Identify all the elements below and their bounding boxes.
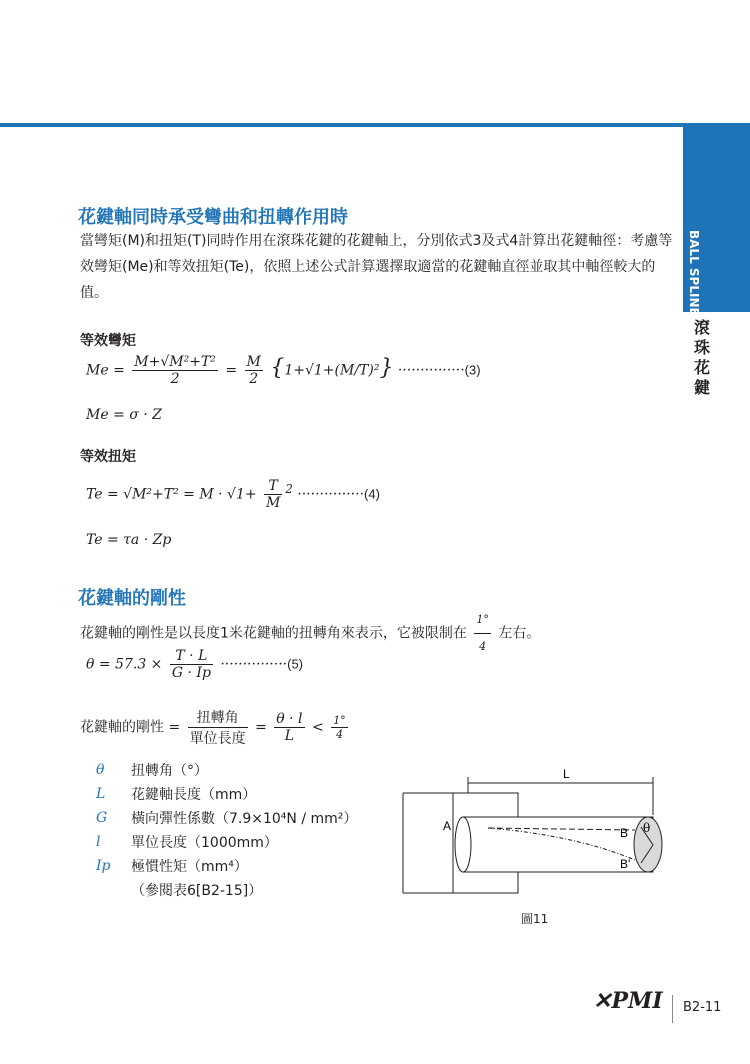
section-title-bending-torsion: 花鍵軸同時承受彎曲和扭轉作用時 xyxy=(78,207,348,228)
eq3-number: (3) xyxy=(464,362,481,378)
eq5-frac xyxy=(170,648,213,681)
rigidity-frac1 xyxy=(188,707,248,748)
logo-text: PMI xyxy=(611,988,663,1014)
equivalent-bending-heading: 等效彎矩 xyxy=(80,333,136,349)
wall-lines xyxy=(403,793,453,893)
legend-symbol: Ip xyxy=(96,858,111,874)
legend-text: 單位長度（1000mm） xyxy=(131,835,278,851)
section-title-rigidity: 花鍵軸的剛性 xyxy=(78,588,186,609)
spline-shaft-diagram xyxy=(395,765,675,910)
side-tab-english: BALL SPLINE xyxy=(687,230,701,316)
eq3-frac1-den: 2 xyxy=(170,371,180,387)
legend-symbol: G xyxy=(96,810,108,826)
side-tab-chinese-text: 滾 珠 花 鍵 xyxy=(693,318,710,397)
legend-text: 扭轉角（°） xyxy=(131,763,208,779)
eq3-frac1 xyxy=(132,354,218,387)
side-tab-chinese xyxy=(692,318,712,398)
equation-te-tau: Te = τa · Zp xyxy=(86,532,172,548)
rigidity-frac2 xyxy=(274,711,304,744)
eq4-frac xyxy=(264,478,282,511)
equation-5 xyxy=(86,648,303,681)
section1-paragraph: 當彎矩(M)和扭矩(T)同時作用在滾珠花鍵的花鍵軸上，分別依式3及式4計算出花鍵軸徑：考慮等效彎矩(Me)和等效扭矩(Te)，依照上述公式計算選擇取適當的花鍵軸直徑並取其中軸徑較大的值。 xyxy=(80,233,673,301)
legend-symbol: l xyxy=(96,834,101,850)
eq5-frac-num: T · L xyxy=(170,648,213,665)
eq5-lhs: θ = 57.3 × xyxy=(86,656,163,673)
eq3-inner: 1+√1+(M/T)² xyxy=(284,362,380,379)
eq3-dots: ··············· xyxy=(397,362,465,379)
pmi-logo xyxy=(593,988,663,1014)
legend-text: 極慣性矩（mm⁴） xyxy=(131,859,248,875)
page-number: B2-11 xyxy=(683,1000,722,1015)
rigidity-frac2-num: θ · l xyxy=(276,711,303,727)
legend-row xyxy=(96,878,357,902)
shaft-left-end xyxy=(455,817,471,872)
legend-row xyxy=(96,782,357,806)
eq4-lhs: Te = √M²+T² = M · √1+ xyxy=(86,486,257,503)
equation-3: Me = $\frac{\text{M+√M²+T²}}{2}$ = $\frac{M}{2}$ {1+√1+(M/T)²} ···············(3) xyxy=(86,354,481,387)
label-B-prime: B' xyxy=(620,857,631,871)
eq3-lhs: Me xyxy=(86,362,109,379)
section2-text-post: 左右。 xyxy=(498,625,541,642)
logo-mark: ✕ xyxy=(593,988,612,1014)
rigidity-frac1-num: 扭轉角 xyxy=(188,707,248,728)
legend-text: 花鍵軸長度（mm） xyxy=(131,787,257,803)
rigidity-frac2-den: L xyxy=(284,728,295,744)
legend-symbol: θ xyxy=(96,762,105,778)
section2-text-pre: 花鍵軸的剛性是以長度1米花鍵軸的扭轉角來表示，它被限制在 xyxy=(80,625,467,642)
rigidity-frac3 xyxy=(331,714,348,741)
legend-text: （參閱表6[B2-15]） xyxy=(131,883,263,899)
eq5-number: (5) xyxy=(287,656,304,672)
footer-divider xyxy=(672,995,673,1023)
top-accent-bar xyxy=(0,123,750,127)
equation-4: Te = √M²+T² = M · √1+ $\frac{T}{M}$ $^2$ ···············(4) xyxy=(86,478,380,511)
label-A: A xyxy=(443,819,452,833)
eq3-frac2-den: 2 xyxy=(249,371,259,387)
eq4-frac-den: M xyxy=(266,495,281,511)
rigidity-frac3-num: 1° xyxy=(333,714,346,727)
equation-me-sigma: Me = σ · Z xyxy=(86,407,162,423)
eq4-frac-num: T xyxy=(264,478,282,495)
figure-caption: 圖11 xyxy=(521,912,549,926)
eq3-frac1-num: M+√M²+T² xyxy=(134,354,216,370)
rigidity-label: 花鍵軸的剛性 xyxy=(80,719,164,736)
rigidity-frac1-den: 單位長度 xyxy=(189,731,246,747)
legend-symbol: L xyxy=(96,786,106,802)
label-L: L xyxy=(563,767,570,781)
limit-fraction xyxy=(474,607,491,660)
eq5-dots: ··············· xyxy=(220,656,288,673)
legend-row xyxy=(96,758,357,782)
legend-row xyxy=(96,806,357,830)
legend-text: 橫向彈性係數（7.9×10⁴N / mm²） xyxy=(131,811,358,827)
eq4-number: (4) xyxy=(364,486,380,502)
limit-fraction-den: 4 xyxy=(479,640,487,653)
eq4-dots: ··············· xyxy=(297,486,365,503)
label-B: B xyxy=(620,826,629,840)
symbol-legend xyxy=(96,758,357,902)
legend-row xyxy=(96,854,357,878)
eq5-frac-den: G · Ip xyxy=(171,665,211,681)
label-theta: θ xyxy=(643,821,651,835)
equivalent-torque-heading: 等效扭矩 xyxy=(80,449,136,465)
limit-fraction-num: 1° xyxy=(474,607,491,634)
eq3-frac2-num: M xyxy=(246,354,261,370)
rigidity-frac3-den: 4 xyxy=(335,728,343,741)
legend-row xyxy=(96,830,357,854)
rigidity-formula: 花鍵軸的剛性 = $\frac{\text{扭轉角}}{\text{單位長度}}$ = $\frac{\theta \cdot l}{L}$ < $\frac{1^\circ}{4}$ xyxy=(80,707,351,748)
eq3-frac2 xyxy=(245,354,263,387)
